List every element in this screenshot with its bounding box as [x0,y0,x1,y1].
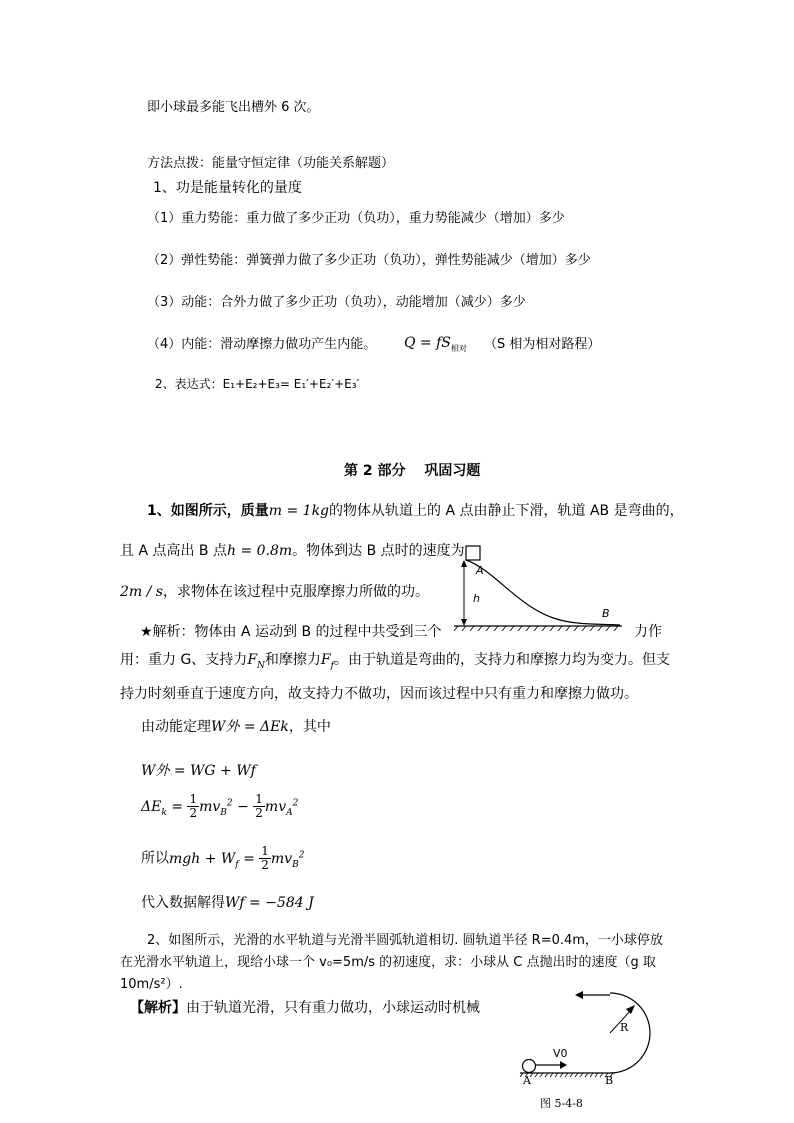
item-2: （2）弹性势能：弹簧弹力做了多少正功（负功），弹性势能减少（增加）多少 [147,253,591,268]
formula-q: $Q = fS_{相对}$ [404,335,467,353]
item-1: （1）重力势能：重力做了多少正功（负功），重力势能减少（增加）多少 [147,211,565,226]
point-1: 1、功是能量转化的量度 [153,180,302,196]
ground-hatch [454,626,618,631]
problem2-line1: 2、如图所示，光滑的水平轨道与光滑半圆弧轨道相切. 圆轨道半径 R=0.4m，一小球停放 [147,933,663,948]
result-line: 代入数据解得Wf = −584 J [141,895,314,911]
semicircle-track [610,993,650,1073]
analysis-line1: ★解析：物体由 A 运动到 B 的过程中共受到三个 [140,624,442,640]
point-2: 2、表达式：E₁+E₂+E₃= E₁′+E₂′+E₃′ [155,377,360,391]
problem1-line3: 2m / s，求物体在该过程中克服摩擦力所做的功。 [120,584,429,600]
method-title: 方法点拨：能量守恒定律（功能关系解题） [147,156,395,171]
problem2-line2: 在光滑水平轨道上，现给小球一个 v₀=5m/s 的初速度，求：小球从 C 点抛出时的速度（g 取 [120,955,656,970]
analysis-line3: 持力时刻垂直于速度方向，故支持力不做功，因而该过程中只有重力和摩擦力做功。 [120,686,638,702]
equation-kinetic: $\Delta E_k$ = $\frac{1}{2}$ $mv_B^2$ − $\frac{1}{2}$ $mv_A^2$ [141,792,299,820]
label-a2: A [523,1074,531,1087]
label-v0: V0 [553,1047,568,1060]
conclusion-line: 即小球最多能飞出槽外 6 次。 [147,100,320,115]
theorem-line: 由动能定理W外 = ΔEk，其中 [141,719,331,735]
figure-caption: 图 5-4-8 [540,1097,583,1110]
analysis-line2: 用：重力 G、支持力$F_N$和摩擦力$F_f$。由于轨道是弯曲的，支持力和摩擦力均为变力。但支 [120,652,670,671]
item-3: （3）动能：合外力做了多少正功（负功），动能增加（减少）多少 [147,295,526,310]
curved-track [466,560,620,625]
label-b: B [602,607,610,620]
problem2-line3: 10m/s²）. [120,977,183,992]
ball [523,1060,536,1073]
analysis-line1-end: 力作 [634,624,662,640]
problem2-analysis: 【解析】由于轨道光滑，只有重力做功，小球运动时机械 [130,1000,480,1016]
problem1-line1: 1、如图所示，质量m = 1kg的物体从轨道上的 A 点由静止下滑，轨道 AB 是弯曲的， [147,503,684,519]
label-r: R [620,1021,629,1034]
problem1-line2: 且 A 点高出 B 点h = 0.8m。物体到达 B 点时的速度为 [120,543,465,559]
formula-q-note: （S 相为相对路程） [484,337,601,352]
label-a: A [476,564,484,577]
item-4: （4）内能：滑动摩擦力做功产生内能。 [147,337,377,352]
label-b2: B [605,1074,614,1087]
equation-work: W外 = WG + Wf [141,763,256,779]
block [466,546,480,560]
loop-figure [515,985,665,1085]
label-h: h [473,592,480,605]
section-title: 第 2 部分 巩固习题 [344,463,481,479]
track-figure [450,540,630,635]
equation-energy: 所以mgh + $W_f$ = $\frac{1}{2}$ $mv_B^2$ [141,844,305,872]
